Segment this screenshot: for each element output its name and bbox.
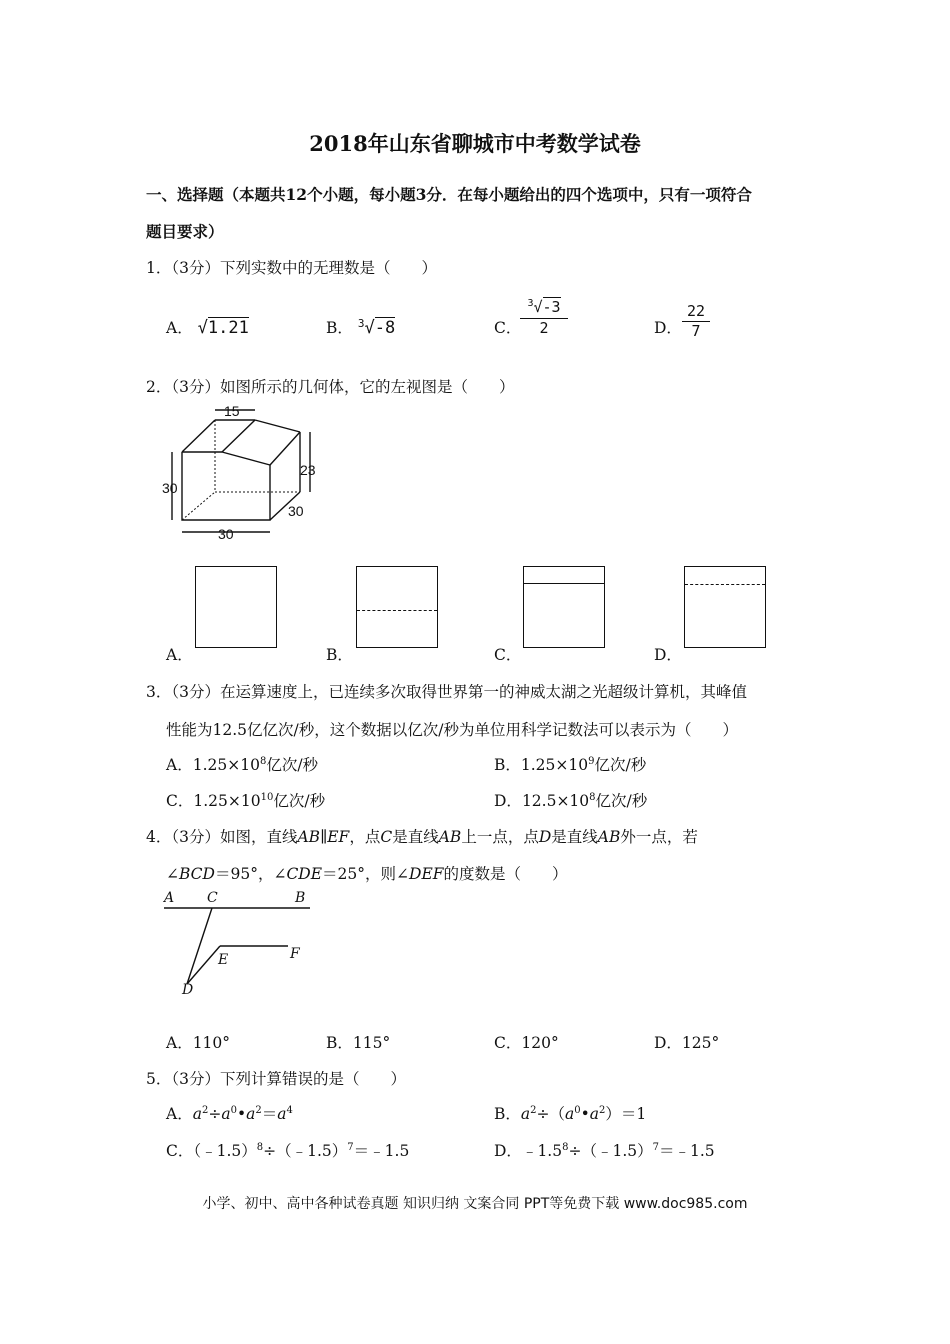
q5-option-a-expr: $a^0$ bbox=[221, 1104, 237, 1123]
q4-option-d: D．125° bbox=[654, 1034, 720, 1052]
q4-text: ，点 bbox=[349, 828, 381, 846]
q4-italic: AB bbox=[597, 828, 621, 846]
q5-option-c-result: ＝﹣1.5 bbox=[353, 1142, 410, 1160]
q1-option-b bbox=[326, 316, 395, 338]
q3-option-b-base: 1.25×10 bbox=[520, 756, 589, 774]
q2-option-a-figure bbox=[195, 566, 277, 648]
q2-option-b-label: B． bbox=[326, 646, 353, 664]
q5-option-a-expr: • bbox=[236, 1105, 247, 1123]
q2-dim-top: 15 bbox=[224, 403, 240, 419]
q2-option-a-label: A． bbox=[166, 646, 193, 664]
q5-option-b-expr: $a^0$ bbox=[565, 1104, 581, 1123]
q5-option-a bbox=[166, 1102, 293, 1124]
q4-italic: CDE bbox=[286, 865, 323, 883]
q5-option-d-expr: ÷（﹣1.5） bbox=[568, 1142, 653, 1160]
q2-dim-left: 30 bbox=[162, 480, 178, 496]
q5-option-d bbox=[494, 1139, 715, 1161]
q3-option-a-base: 1.25×10 bbox=[192, 756, 260, 774]
q4-text: 是直线 bbox=[392, 828, 439, 846]
q1-option-d-denominator: 7 bbox=[691, 322, 701, 340]
q2-dim-bottom: 30 bbox=[218, 526, 234, 542]
q5-option-b-label: B． bbox=[494, 1105, 521, 1123]
q1-option-a-value: 1.21 bbox=[207, 318, 249, 338]
q2-dim-right: 23 bbox=[300, 462, 316, 478]
q4-italic: C bbox=[380, 828, 393, 846]
q1-option-c-label: C． bbox=[494, 319, 522, 337]
page-title: 2018年山东省聊城市中考数学试卷 bbox=[309, 131, 641, 156]
q1-option-b-value: -8 bbox=[374, 318, 396, 338]
q5-option-c-exp1: 8 bbox=[256, 1141, 264, 1153]
q5-option-d-label: D． bbox=[494, 1142, 522, 1160]
q4-line1 bbox=[146, 825, 698, 847]
q5-option-c-expr: ÷（﹣1.5） bbox=[263, 1142, 348, 1160]
q4-label-c: C bbox=[207, 890, 218, 906]
q4-italic: D bbox=[538, 828, 552, 846]
q5-option-b-expr: • bbox=[580, 1105, 590, 1123]
q4-label-a: A bbox=[164, 890, 175, 906]
q5-option-a-expr: ÷ bbox=[208, 1105, 222, 1123]
q2-option-d-figure bbox=[684, 566, 766, 648]
q1-option-d-fraction bbox=[682, 302, 710, 340]
q4-italic: AB∥EF bbox=[297, 828, 350, 846]
q2-option-c-label: C． bbox=[494, 646, 522, 664]
q4-text: ＝95°，∠ bbox=[214, 865, 287, 883]
q3-option-c-base: 1.25×10 bbox=[193, 792, 261, 810]
q3-option-d-label: D． bbox=[494, 792, 522, 810]
q4-option-b: B．115° bbox=[326, 1034, 391, 1052]
q3-option-c-unit: 亿次/秒 bbox=[273, 792, 326, 810]
q3-option-b bbox=[494, 753, 646, 775]
q5-option-b-expr: ÷（ bbox=[536, 1105, 566, 1123]
q4-label-f: F bbox=[290, 946, 300, 962]
q5-option-b bbox=[494, 1102, 646, 1124]
q5-option-a-expr: $a^4$ bbox=[277, 1104, 293, 1123]
q5-option-d-result: ＝﹣1.5 bbox=[658, 1142, 715, 1160]
q5-option-b-expr: $a^2$ bbox=[520, 1104, 537, 1123]
q3-option-a-exp: 8 bbox=[259, 755, 267, 767]
q5-option-c-exp2: 7 bbox=[347, 1141, 354, 1153]
q3-option-d-unit: 亿次/秒 bbox=[595, 792, 648, 810]
q3-option-b-exp: 9 bbox=[588, 755, 595, 767]
q5-option-b-expr: ）＝1 bbox=[605, 1105, 647, 1123]
q3-option-c-label: C． bbox=[166, 792, 194, 810]
q5-option-a-expr: $a^2$ bbox=[246, 1104, 262, 1123]
q2-option-b-figure bbox=[356, 566, 438, 648]
q2-solid-figure bbox=[160, 400, 320, 545]
q1-stem: 1．（3分）下列实数中的无理数是（ ） bbox=[146, 259, 437, 277]
q4-italic: DEF bbox=[409, 865, 444, 883]
q1-option-c-numerator: -3 bbox=[542, 298, 561, 316]
q4-text: ＝25°，则∠ bbox=[322, 865, 410, 883]
q4-text: 上一点，点 bbox=[461, 828, 539, 846]
q1-option-b-index: 3 bbox=[357, 316, 365, 330]
q4-option-a: A．110° bbox=[166, 1034, 231, 1052]
q3-option-b-unit: 亿次/秒 bbox=[594, 756, 647, 774]
q5-stem: 5．（3分）下列计算错误的是（ ） bbox=[146, 1070, 406, 1088]
q1-option-a bbox=[166, 316, 249, 338]
q1-option-a-label: A． bbox=[166, 319, 193, 337]
q2-option-d-label: D． bbox=[654, 646, 682, 664]
q4-text: 的度数是（ ） bbox=[443, 865, 568, 883]
q4-italic: AB bbox=[438, 828, 462, 846]
q3-option-d bbox=[494, 789, 647, 811]
q3-option-d-exp: 8 bbox=[589, 791, 596, 803]
q5-option-d-exp2: 7 bbox=[652, 1141, 659, 1153]
q3-option-b-label: B． bbox=[494, 756, 521, 774]
q4-text: 是直线 bbox=[551, 828, 598, 846]
q3-option-a bbox=[166, 753, 318, 775]
q3-line2: 性能为12.5亿亿次/秒，这个数据以亿次/秒为单位用科学记数法可以表示为（ ） bbox=[166, 721, 738, 739]
q5-option-a-expr: ＝ bbox=[261, 1105, 278, 1123]
page-footer: 小学、初中、高中各种试卷真题 知识归纳 文案合同 PPT等免费下载 www.doc985.com bbox=[202, 1196, 748, 1212]
q5-option-d-exp1: 8 bbox=[562, 1141, 569, 1153]
q1-option-d-label: D． bbox=[654, 319, 682, 337]
q5-option-c-label: C． bbox=[166, 1142, 194, 1160]
q1-option-b-label: B． bbox=[326, 319, 353, 337]
q1-option-c-index: 3 bbox=[527, 298, 534, 309]
q4-italic: BCD bbox=[179, 865, 215, 883]
q3-line1: 3．（3分）在运算速度上，已连续多次取得世界第一的神威太湖之光超级计算机，其峰值 bbox=[146, 683, 747, 701]
section-heading-line1: 一、选择题（本题共12个小题，每小题3分．在每小题给出的四个选项中，只有一项符合 bbox=[146, 185, 752, 204]
q4-line2 bbox=[166, 862, 568, 884]
q5-option-b-expr: $a^2$ bbox=[589, 1104, 606, 1123]
q3-option-d-base: 12.5×10 bbox=[521, 792, 590, 810]
q4-text: 外一点，若 bbox=[620, 828, 698, 846]
q4-text: 4．（3分）如图，直线 bbox=[146, 828, 298, 846]
sqrt-icon: √ bbox=[364, 318, 375, 338]
q5-option-d-expr: ﹣1.5 bbox=[521, 1142, 563, 1160]
q3-option-c-exp: 10 bbox=[260, 791, 274, 803]
q5-option-a-label: A． bbox=[166, 1105, 193, 1123]
q3-option-c bbox=[166, 789, 325, 811]
q3-option-a-unit: 亿次/秒 bbox=[266, 756, 319, 774]
q2-dim-depth: 30 bbox=[288, 503, 304, 519]
q4-option-c: C．120° bbox=[494, 1034, 559, 1052]
q2-stem: 2．（3分）如图所示的几何体，它的左视图是（ ） bbox=[146, 378, 515, 396]
q2-option-c-figure bbox=[523, 566, 605, 648]
sqrt-icon: √ bbox=[533, 298, 543, 316]
q1-option-c-fraction bbox=[520, 298, 568, 337]
q4-label-b: B bbox=[295, 890, 306, 906]
q4-text: ∠ bbox=[166, 865, 179, 883]
q5-option-c-expr: （﹣1.5） bbox=[193, 1142, 257, 1160]
section-heading-line2: 题目要求） bbox=[146, 222, 224, 241]
q1-option-d-numerator: 22 bbox=[686, 302, 706, 320]
q5-option-c bbox=[166, 1139, 409, 1161]
q4-label-e: E bbox=[218, 952, 229, 968]
q5-option-a-expr: $a^2$ bbox=[192, 1104, 209, 1123]
q1-option-c-denominator: 2 bbox=[539, 319, 549, 337]
sqrt-icon: √ bbox=[197, 318, 208, 338]
q4-label-d: D bbox=[182, 982, 194, 998]
q3-option-a-label: A． bbox=[166, 756, 193, 774]
